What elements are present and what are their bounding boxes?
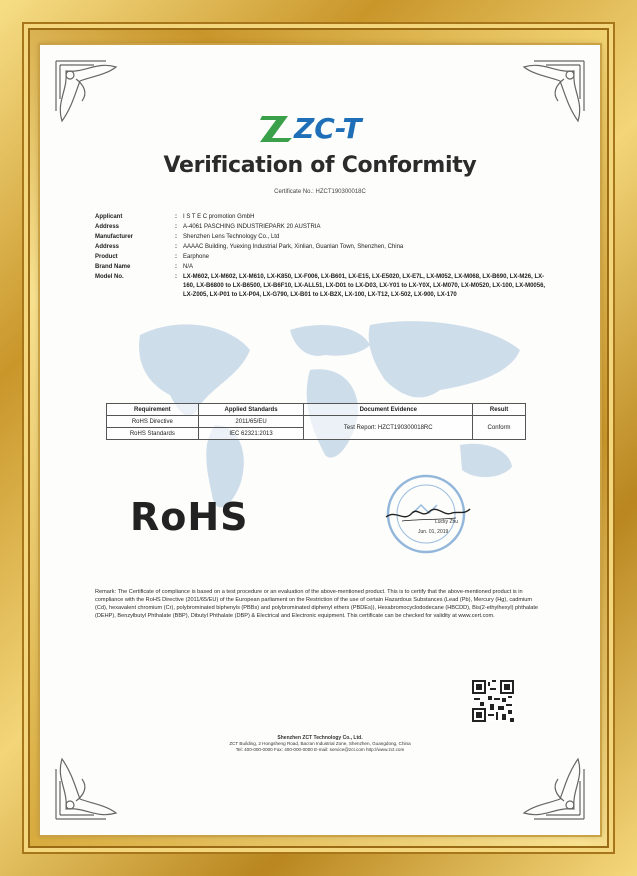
certificate-paper bbox=[40, 45, 600, 835]
signatory-name: Lucky Zhu bbox=[435, 519, 459, 525]
field-label: Manufacturer bbox=[95, 234, 134, 240]
table-cell-requirement: RoHS Directive bbox=[107, 416, 199, 428]
logo-text: ZC-T bbox=[294, 112, 362, 145]
signature-date: Jun. 01, 2019 bbox=[418, 529, 449, 535]
corner-ornament-top-left bbox=[46, 51, 146, 151]
field-value: I S T E C promotion GmbH bbox=[183, 214, 255, 220]
certificate-fields bbox=[95, 213, 555, 301]
remark-paragraph: Remark: The Certificate of compliance is based on a test procedure or an evaluation of the above-mentioned product. This is to certify that the above-mentioned product is in compliance with the RoHS Directive (2011/65/EU) of the European parliament on the Restriction of the use of certain Hazardous Substances (Lead (Pb), Mercury (Hg), cadmium (Cd), hexavalent chromium (Cr), polybrominated biphenyls (PBBs) and polybrominated diphenyl ethers (PBDEs)), Hexabromocyclododecane (HBCDD), Bis(2-ethylhexyl) phthalate (DEHP), Benzylbutyl Phthalate (BBP), Dibutyl Phthalate (DBP) & Electrical and Electronic equipment. This certificate can be checked for validity at www.cert.com. bbox=[95, 589, 539, 619]
issuer-footer bbox=[100, 735, 540, 753]
field-product: Product : Earphone bbox=[95, 253, 555, 262]
field-label: Product bbox=[95, 254, 118, 260]
table-cell-standard: 2011/65/EU bbox=[198, 416, 304, 428]
issuer-address: ZCT Building, 2 Hongsheng Road, Bao'an Industrial Zone, Shenzhen, Guangdong, China bbox=[229, 741, 411, 746]
table-header: Applied Standards bbox=[198, 404, 304, 416]
zct-logo bbox=[258, 108, 378, 148]
signature bbox=[382, 499, 472, 529]
table-row bbox=[107, 416, 526, 428]
field-label: Model No. bbox=[95, 274, 124, 280]
issuer-company: Shenzhen ZCT Technology Co., Ltd. bbox=[277, 735, 363, 741]
table-cell-standard: IEC 62321:2013 bbox=[198, 428, 304, 440]
field-manufacturer-address: Address : AAAAC Building, Yuexing Industrial Park, Xinlian, Guanlan Town, Shenzhen, China bbox=[95, 243, 555, 252]
field-label: Address bbox=[95, 244, 120, 250]
certificate-number: Certificate No.: HZCT190300018C bbox=[274, 189, 366, 195]
field-applicant-address: Address : A-4061 PASCHING INDUSTRIEPARK 20 AUSTRIA bbox=[95, 223, 555, 232]
field-label: Brand Name bbox=[95, 264, 131, 270]
field-value: N/A bbox=[183, 264, 194, 270]
table-cell-evidence: Test Report: HZCT190300018RC bbox=[304, 416, 473, 440]
field-label: Address bbox=[95, 224, 120, 230]
standards-table bbox=[106, 403, 526, 440]
field-manufacturer: Manufacturer : Shenzhen Lens Technology Co., Ltd bbox=[95, 233, 555, 242]
certificate-title: Verification of Conformity bbox=[163, 153, 477, 178]
table-header-row bbox=[107, 404, 526, 416]
field-value: A-4061 PASCHING INDUSTRIEPARK 20 AUSTRIA bbox=[183, 224, 321, 230]
field-value: Earphone bbox=[183, 254, 210, 260]
issuer-contact: Tel: 400-000-0000 Fax: 400-000-0000 E-mail: service@zct.com http://www.zct.com bbox=[235, 747, 405, 752]
field-model-no: Model No. : LX-M602, LX-M602, LX-M610, LX-K850, LX-F006, LX-B601, LX-E15, LX-E5020, LX-E7L, LX-M052, LX-M068, LX-B690, LX-M26, LX-160, LX-B6800 to LX-B6500, LX-B6F10, LX-ALL51, LX-D01 to LX-D03, LX-Y01 to LX-Y0X, LX-M070, LX-M0520, LX-100, LX-M0056, LX-Z005, LX-P01 to LX-P04, LX-G790, LX-B01 to LX-B2X, LX-100, LX-T12, LX-502, LX-900, LX-170 bbox=[95, 273, 555, 300]
corner-ornament-top-right bbox=[494, 51, 594, 151]
rohs-mark: RoHS bbox=[130, 495, 249, 539]
field-value: Shenzhen Lens Technology Co., Ltd bbox=[183, 234, 280, 240]
field-brand-name: Brand Name : N/A bbox=[95, 263, 555, 272]
table-cell-requirement: RoHS Standards bbox=[107, 428, 199, 440]
table-header: Document Evidence bbox=[304, 404, 473, 416]
field-applicant: Applicant : I S T E C promotion GmbH bbox=[95, 213, 555, 222]
field-value: LX-M602, LX-M602, LX-M610, LX-K850, LX-F006, LX-B601, LX-E15, LX-E5020, LX-E7L, LX-M052, LX-M068, LX-B690, LX-M26, LX-160, LX-B6800 to LX-B6500, LX-B6F10, LX-ALL51, LX-D01 to LX-D03, LX-Y01 to LX-Y0X, LX-M070, LX-M0520, LX-100, LX-M0056, LX-Z005, LX-P01 to LX-P04, LX-G790, LX-B01 to LX-B2X, LX-100, LX-T12, LX-502, LX-900, LX-170 bbox=[183, 274, 546, 298]
table-header: Requirement bbox=[107, 404, 199, 416]
qr-code bbox=[472, 680, 514, 722]
field-value: AAAAC Building, Yuexing Industrial Park, Xinlian, Guanlan Town, Shenzhen, China bbox=[183, 244, 404, 250]
field-label: Applicant bbox=[95, 214, 123, 220]
table-cell-result: Conform bbox=[473, 416, 526, 440]
table-header: Result bbox=[473, 404, 526, 416]
